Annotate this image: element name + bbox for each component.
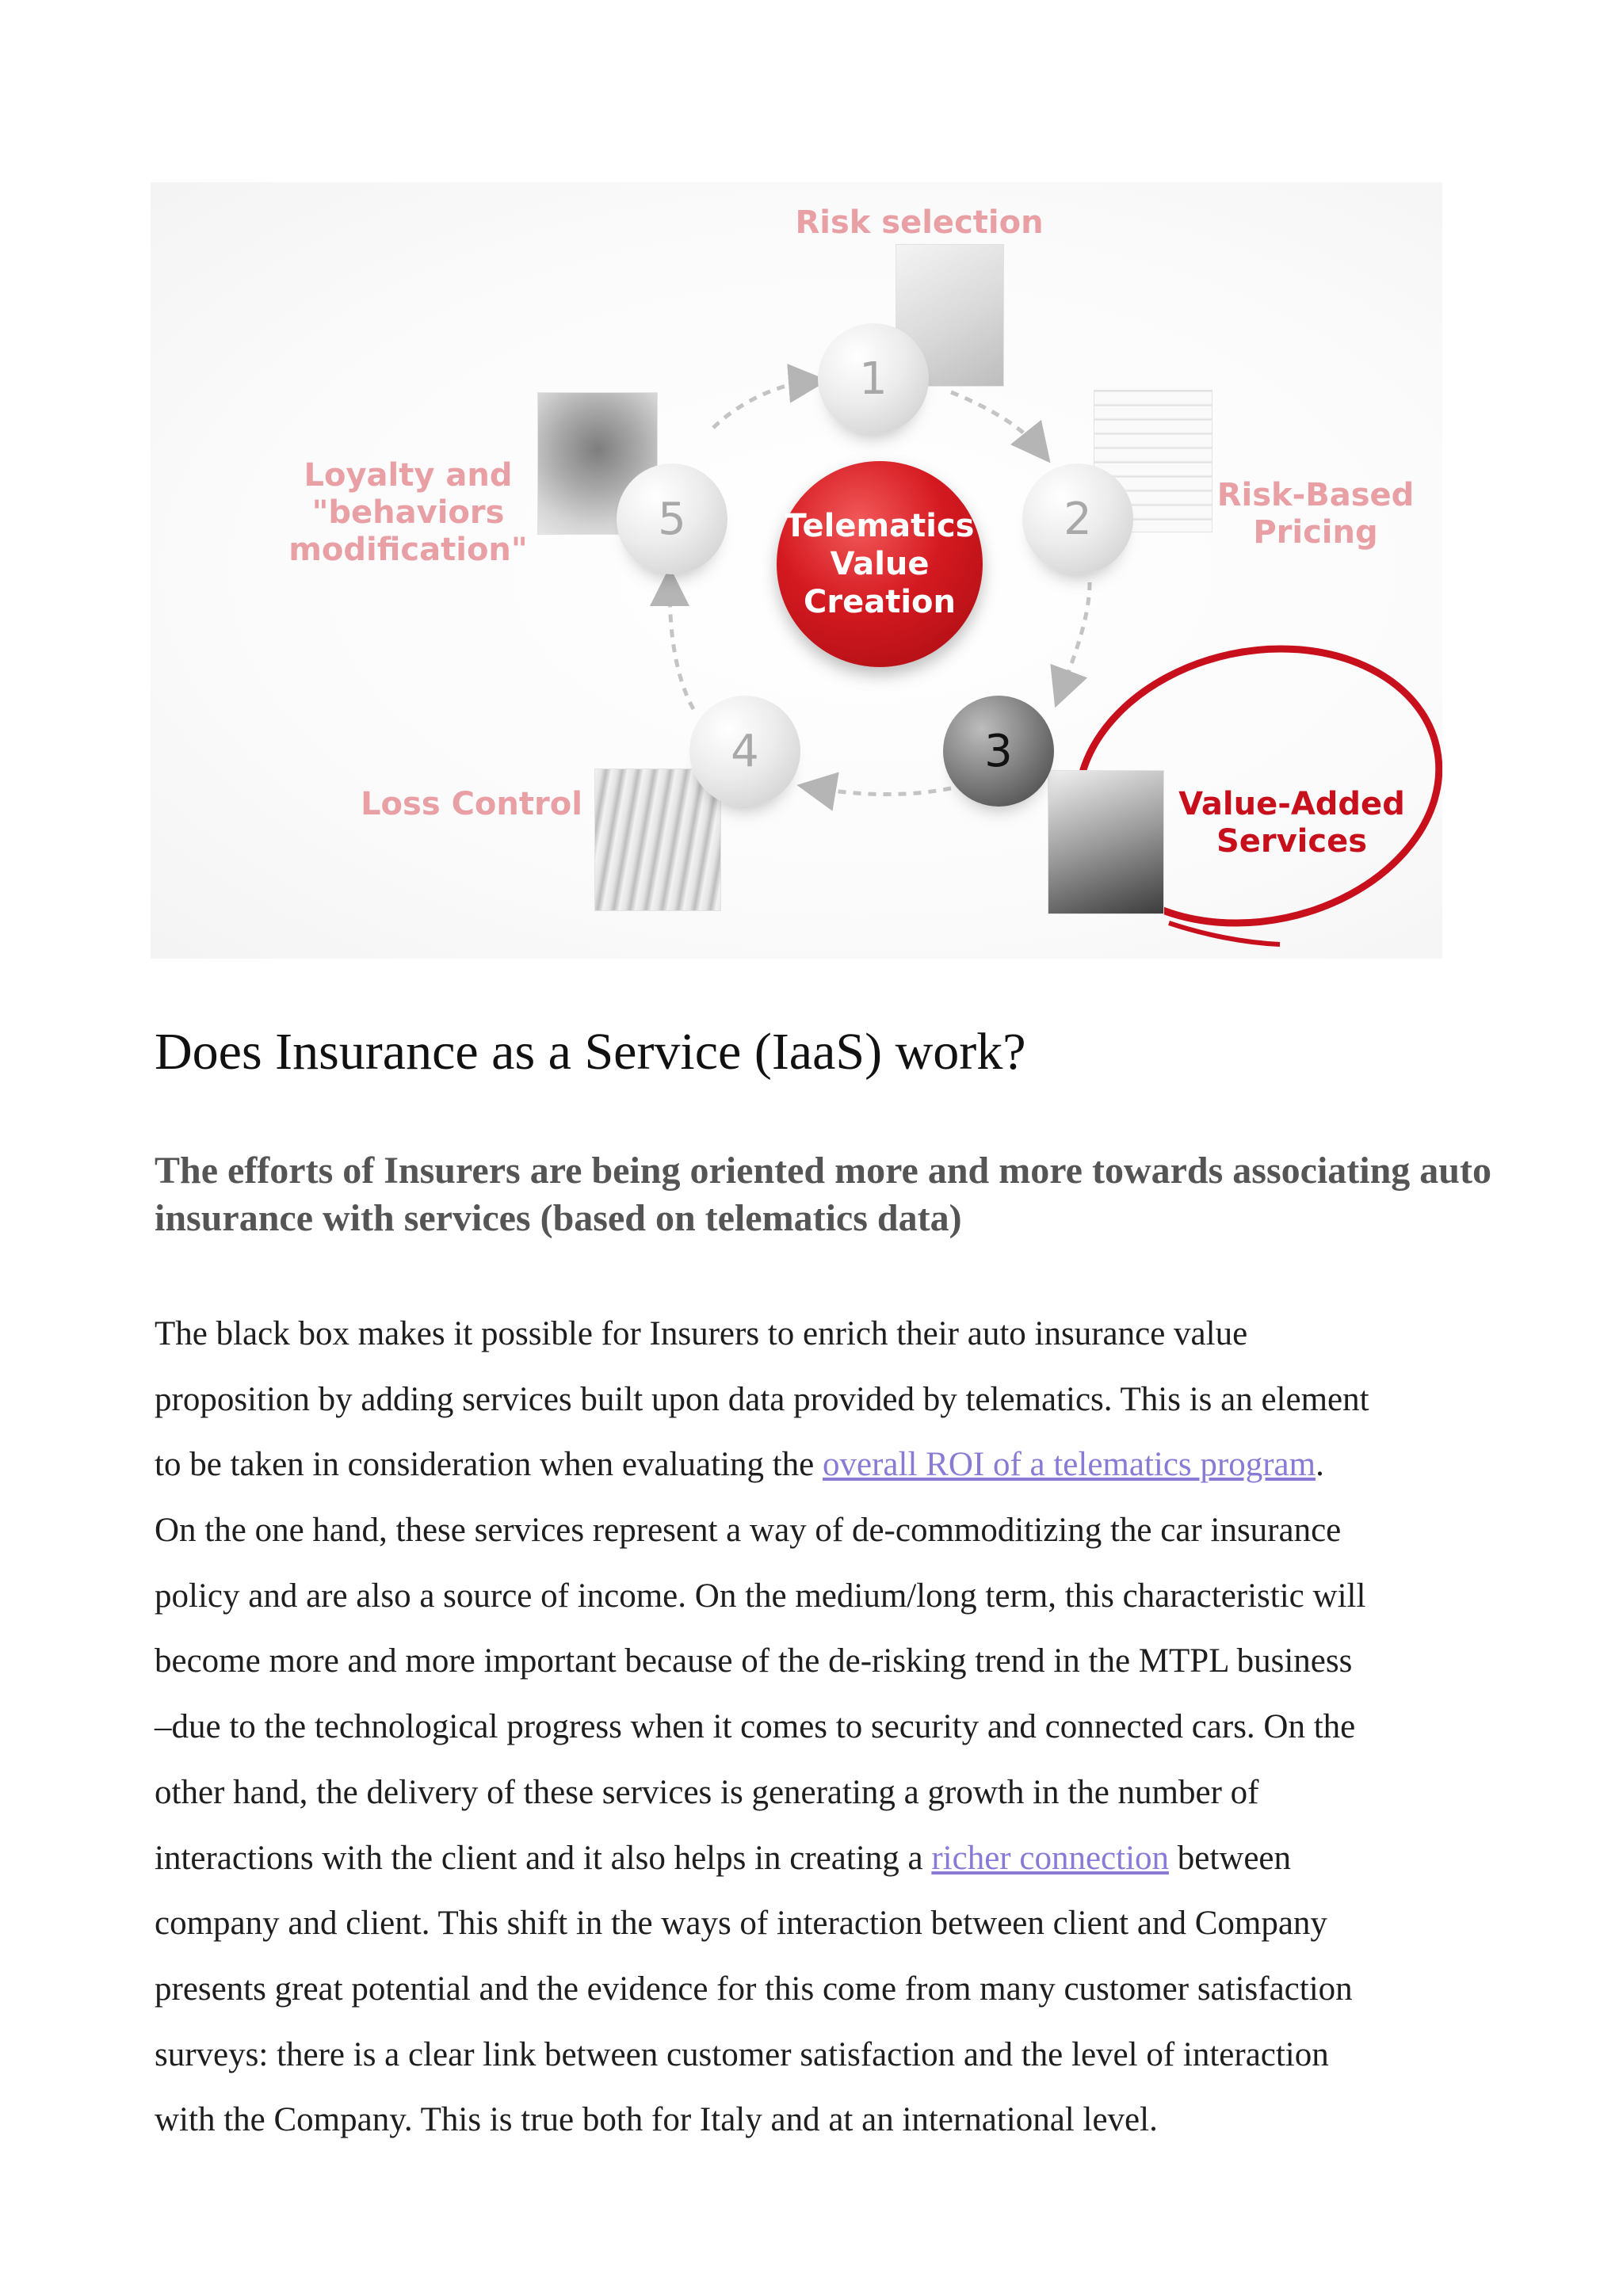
step-4-circle: 4 bbox=[689, 696, 800, 807]
arrow-2-to-3 bbox=[1062, 582, 1090, 689]
body-line: become more and more important because of the de-risking trend in the MTPL business bbox=[155, 1642, 1353, 1680]
body-line: other hand, the delivery of these services is generating a growth in the number of bbox=[155, 1773, 1259, 1811]
richer-connection-link[interactable]: richer connection bbox=[931, 1839, 1170, 1877]
body-line: The black box makes it possible for Insurers to enrich their auto insurance value bbox=[155, 1315, 1248, 1352]
light-tunnel-photo-thumbnail bbox=[594, 769, 721, 911]
body-line: policy and are also a source of income. On the medium/long term, this characteristic will bbox=[155, 1577, 1366, 1615]
handshake-photo-thumbnail bbox=[1048, 770, 1164, 914]
body-line: company and client. This shift in the ways of interaction between client and Company bbox=[155, 1905, 1327, 1943]
step-1-circle: 1 bbox=[818, 323, 929, 434]
article-title: Does Insurance as a Service (IaaS) work? bbox=[155, 1023, 1026, 1081]
body-line: interactions with the client and it also helps in creating a richer connection between bbox=[155, 1839, 1292, 1877]
telematics-value-diagram bbox=[151, 182, 1442, 959]
roi-telematics-link[interactable]: overall ROI of a telematics program bbox=[823, 1446, 1316, 1484]
step-3-label: Value-Added Services bbox=[1178, 786, 1405, 860]
body-line: –due to the technological progress when it comes to security and connected cars. On the bbox=[155, 1708, 1356, 1746]
body-line: On the one hand, these services represent a way of de-commoditizing the car insurance bbox=[155, 1512, 1342, 1550]
body-line: to be taken in consideration when evaluating the overall ROI of a telematics program. bbox=[155, 1446, 1324, 1484]
step-2-circle: 2 bbox=[1022, 463, 1133, 574]
step-2-label: Risk-Based Pricing bbox=[1216, 477, 1415, 551]
article-body bbox=[155, 1302, 1502, 2153]
article-subtitle: The efforts of Insurers are being oriented more and more towards associating auto insurance with services (based on telematics data) bbox=[155, 1150, 1491, 1239]
arrow-5-to-1 bbox=[713, 382, 808, 428]
body-line: proposition by adding services built upon data provided by telematics. This is an element bbox=[155, 1380, 1369, 1418]
body-line: presents great potential and the evidence for this come from many customer satisfaction bbox=[155, 1970, 1353, 2008]
body-line: surveys: there is a clear link between customer satisfaction and the level of interaction bbox=[155, 2035, 1329, 2073]
arrow-4-to-5 bbox=[670, 586, 693, 709]
step-1-label: Risk selection bbox=[795, 204, 1044, 241]
body-line: with the Company. This is true both for Italy and at an international level. bbox=[155, 2101, 1158, 2139]
step-5-circle: 5 bbox=[617, 463, 727, 574]
step-5-label: Loyalty and "behaviors modification" bbox=[288, 457, 528, 569]
step-3-circle: 3 bbox=[943, 696, 1054, 807]
step-4-label: Loss Control bbox=[361, 786, 582, 822]
telematics-value-creation-center: Telematics Value Creation bbox=[777, 461, 983, 667]
arrow-3-to-4 bbox=[816, 788, 951, 795]
arrow-1-to-2 bbox=[951, 392, 1038, 448]
